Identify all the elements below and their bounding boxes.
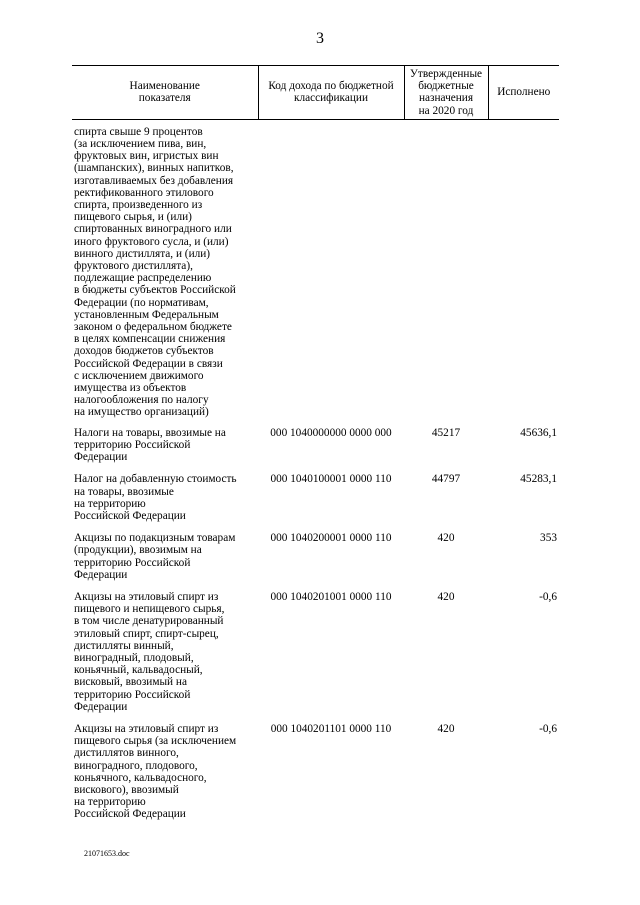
row-executed: -0,6 [539,590,557,603]
table-row [72,532,559,591]
table-row [72,473,559,532]
table-row [72,427,559,474]
table-header [72,66,559,120]
row-name: Акцизы на этиловый спирт из пищевого сырья (за исключением дистиллятов винного, виноградного, плодового, коньячного, кальвадосного, вискового), ввозимый на территорию Российской Федерации [74,722,237,821]
row-executed: 45636,1 [520,426,557,439]
row-code: 000 1040100001 0000 110 [270,473,392,486]
row-code: 000 1040000000 0000 000 [270,426,392,439]
row-name: Налоги на товары, ввозимые на территорию Российской Федерации [74,426,226,464]
row-approved: 45217 [431,426,461,439]
continuation-text: спирта свыше 9 процентов (за исключением пива, вин, фруктовых вин, игристых вин (шампанских), винных напитков, изготавливаемых без добавления ректификованного этилового спирта, произведенного из пищевого сырья, и (или) спиртованных виноградного или иного фруктового сусла, и (или) винного дистиллята, и (или) фруктового дистиллята), подлежащие распределению в бюджеты субъектов Российской Федерации (по нормативам, установленным Федеральным законом о федеральном бюджете в целях компенсации снижения доходов бюджетов субъектов Российской Федерации в связи с исключением движимого имущества из объектов налогообложения по налогу на имущество организаций) [74,125,236,419]
row-code: 000 1040201101 0000 110 [270,722,392,735]
row-code: 000 1040201001 0000 110 [270,590,392,603]
row-name: Акцизы на этиловый спирт из пищевого и непищевого сырья, в том числе денатурированный этиловый спирт, спирт-сырец, дистилляты винный, виноградный, плодовый, коньячный, кальвадосный, висковый, ввозимый на территорию Российской Федерации [74,590,225,713]
header-approved-2020: Утвержденные бюджетные назначения на 2020 год [404,66,488,120]
row-executed: -0,6 [539,722,557,735]
table-row-continuation [72,119,559,426]
budget-table [72,65,559,831]
header-indicator-name: Наименование показателя [72,66,258,120]
row-code: 000 1040200001 0000 110 [270,532,392,545]
row-executed: 45283,1 [520,473,557,486]
header-income-code: Код дохода по бюджетной классификации [258,66,404,120]
page-number: 3 [316,30,324,47]
row-name: Акцизы по подакцизным товарам (продукции), ввозимым на территорию Российской Федерации [74,532,236,581]
row-approved: 420 [437,590,455,603]
row-approved: 420 [437,532,455,545]
row-executed: 353 [540,532,557,545]
header-executed: Исполнено [488,66,559,120]
table-row [72,591,559,723]
table-row [72,723,559,831]
document-filename: 21071653.doc [84,849,130,858]
row-name: Налог на добавленную стоимость на товары, ввозимые на территорию Российской Федерации [74,473,237,522]
row-approved: 420 [437,722,455,735]
row-approved: 44797 [431,473,461,486]
